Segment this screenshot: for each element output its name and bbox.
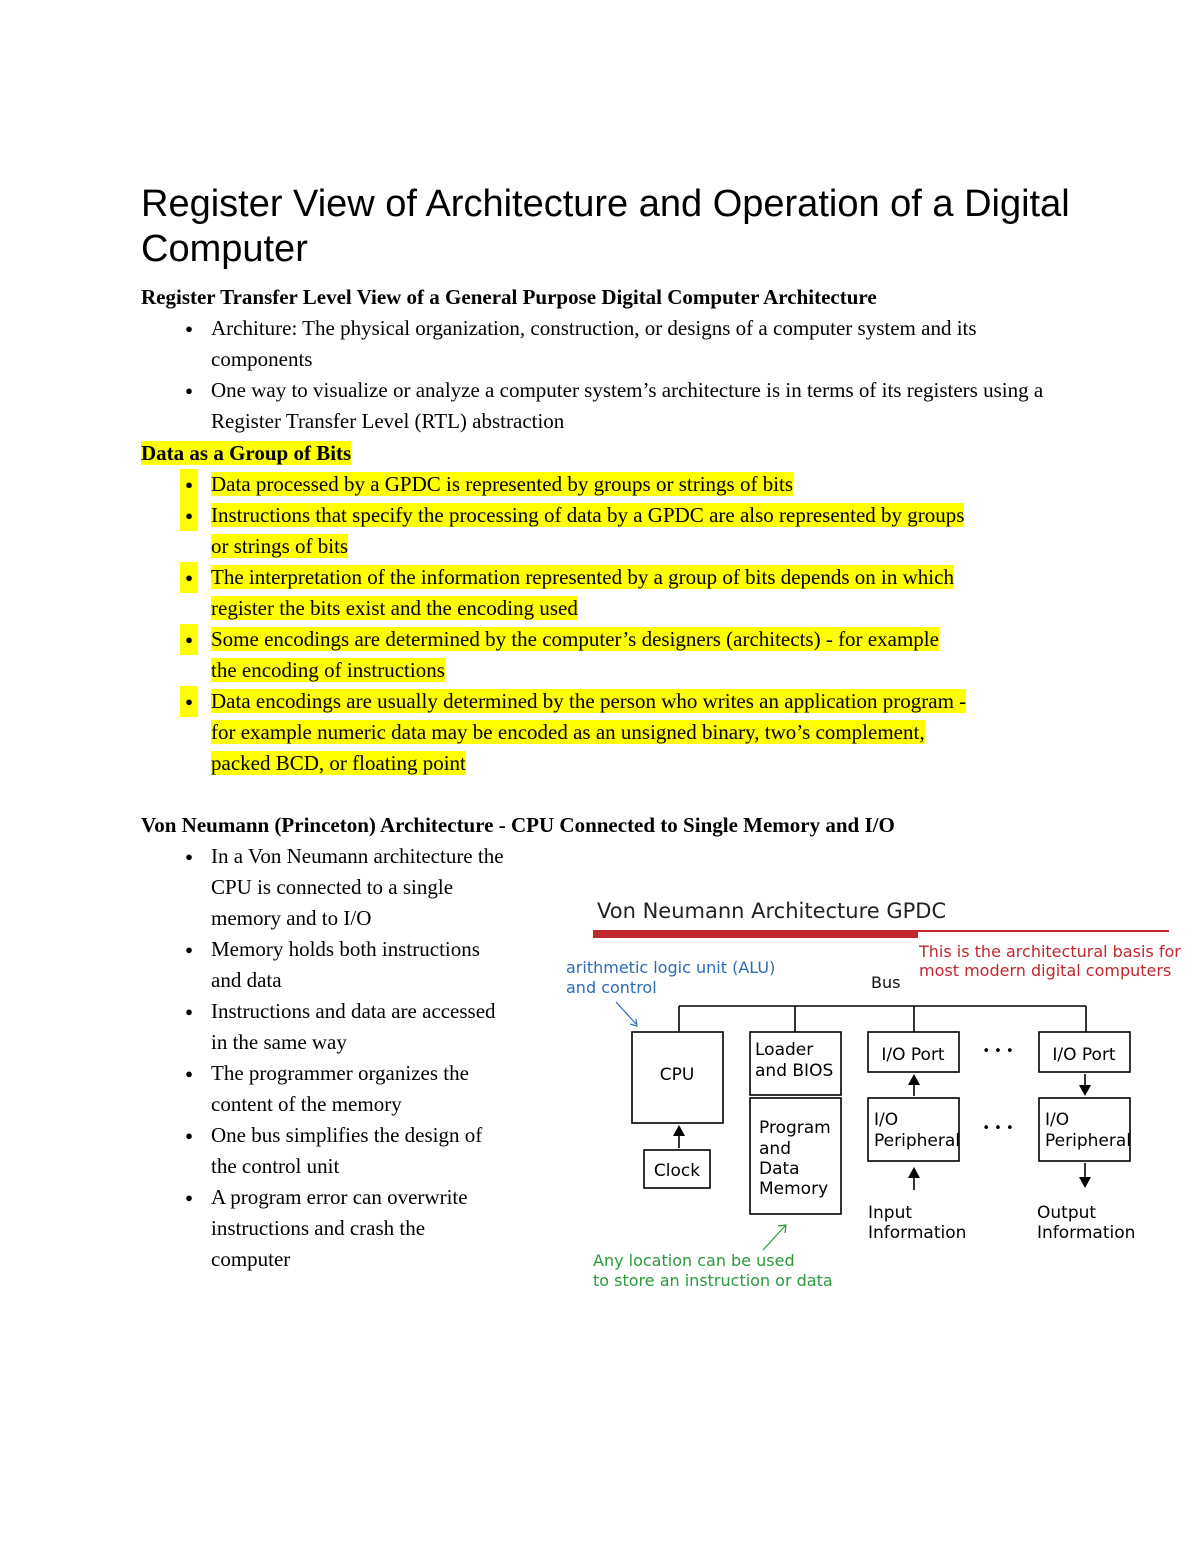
- memory-label-line-4: Memory: [759, 1179, 829, 1199]
- ellipsis-bottom: • • •: [982, 1121, 1014, 1136]
- list-item-text: Architure: The physical organization, construction, or designs of a computer system and its components: [211, 316, 977, 371]
- memory-label-line-1: Program: [759, 1118, 831, 1138]
- bullet-icon: ●: [180, 500, 198, 531]
- diagram-title: Von Neumann Architecture GPDC: [597, 899, 947, 923]
- bullet-icon: ●: [185, 1190, 193, 1205]
- note-blue-line-1: arithmetic logic unit (ALU): [566, 958, 776, 977]
- highlighted-line: Data encodings are usually determined by the person who writes an application program -: [211, 689, 967, 713]
- line-text: the control unit: [211, 1154, 340, 1178]
- highlighted-line: Data processed by a GPDC is represented by groups or strings of bits: [211, 472, 794, 496]
- output-peripheral-label-line-1: I/O: [1045, 1110, 1070, 1130]
- list-item: [0, 313, 1060, 375]
- highlighted-line: packed BCD, or floating point: [211, 751, 466, 775]
- section-heading-rtl-view: Register Transfer Level View of a General Purpose Digital Computer Architecture: [141, 285, 877, 309]
- list-item: [0, 562, 1070, 624]
- line-text: computer: [211, 1247, 291, 1271]
- line-text: In a Von Neumann architecture the: [211, 844, 504, 868]
- clock-arrow-icon: [673, 1125, 685, 1136]
- input-peripheral-label-line-1: I/O: [874, 1110, 899, 1130]
- list-item-text: [211, 841, 560, 934]
- output-peripheral-label-line-2: Peripheral: [1045, 1131, 1131, 1151]
- list-item-text: [211, 500, 1070, 562]
- output-io-port-label: I/O Port: [1052, 1045, 1116, 1065]
- system-bus: [679, 1006, 1086, 1032]
- note-red-line-2: most modern digital computers: [919, 961, 1172, 980]
- highlighted-heading-text: Data as a Group of Bits: [141, 441, 352, 465]
- bullet-icon: ●: [185, 321, 193, 336]
- data-bits-bullet-list: [0, 469, 1070, 779]
- list-item-text: [211, 562, 1070, 624]
- list-item: [0, 996, 560, 1058]
- list-item-text: [211, 934, 560, 996]
- section-heading-data-bits: [141, 438, 351, 469]
- alu-pointer-arrow-icon: [630, 1019, 637, 1026]
- von-neumann-diagram: [560, 880, 1200, 1300]
- loader-label-line-2: and BIOS: [755, 1061, 834, 1081]
- page-title: Register View of Architecture and Operation of a Digital Computer: [141, 183, 1070, 270]
- line-text: The programmer organizes the: [211, 1061, 469, 1085]
- highlighted-line: for example numeric data may be encoded as an unsigned binary, two’s complement,: [211, 720, 925, 744]
- list-item: [0, 469, 1070, 500]
- note-red-line-1: This is the architectural basis for: [919, 942, 1181, 961]
- loader-label-line-1: Loader: [755, 1040, 814, 1060]
- alu-pointer-line: [616, 1002, 636, 1024]
- bullet-icon: ●: [180, 624, 198, 655]
- input-io-port-label: I/O Port: [881, 1045, 945, 1065]
- list-item: [0, 500, 1070, 562]
- line-text: and data: [211, 968, 282, 992]
- note-green-line-1: Any location can be used: [593, 1251, 795, 1270]
- bullet-icon: ●: [185, 1004, 193, 1019]
- rtl-bullet-list: [0, 313, 1060, 437]
- note-green-line-2: to store an instruction or data: [593, 1271, 833, 1290]
- ellipsis-top: • • •: [982, 1044, 1014, 1059]
- output-info-line-1: Output: [1037, 1203, 1097, 1223]
- list-item: [0, 1182, 560, 1275]
- highlighted-line: The interpretation of the information represented by a group of bits depends on in which: [211, 565, 954, 589]
- output-info-line-2: Information: [1037, 1223, 1136, 1243]
- highlighted-line: or strings of bits: [211, 534, 349, 558]
- section-heading-von-neumann: Von Neumann (Princeton) Architecture - CPU Connected to Single Memory and I/O: [141, 813, 895, 837]
- memory-label-line-2: and: [759, 1139, 791, 1159]
- list-item-text: [211, 996, 560, 1058]
- output-info-arrow-icon: [1079, 1177, 1091, 1188]
- highlighted-line: Instructions that specify the processing of data by a GPDC are also represented by groups: [211, 503, 965, 527]
- list-item-text: [211, 469, 1070, 500]
- bullet-icon: ●: [180, 686, 198, 717]
- output-down-arrow-icon: [1079, 1085, 1091, 1096]
- list-item: [0, 624, 1070, 686]
- bullet-icon: ●: [185, 942, 193, 957]
- line-text: CPU is connected to a single: [211, 875, 454, 899]
- memory-label-line-3: Data: [759, 1159, 800, 1179]
- highlighted-line: Some encodings are determined by the computer’s designers (architects) - for example: [211, 627, 939, 651]
- list-item-text: [211, 624, 1070, 686]
- list-item: [0, 1058, 560, 1120]
- input-info-arrow-icon: [908, 1167, 920, 1178]
- memory-pointer-line: [763, 1226, 785, 1250]
- input-peripheral-label-line-2: Peripheral: [874, 1131, 960, 1151]
- highlighted-line: register the bits exist and the encoding used: [211, 596, 578, 620]
- input-info-line-2: Information: [868, 1223, 967, 1243]
- list-item-text: [211, 1182, 560, 1275]
- clock-label: Clock: [653, 1161, 701, 1181]
- bullet-icon: ●: [180, 562, 198, 593]
- bus-label: Bus: [871, 973, 901, 992]
- list-item-text: One way to visualize or analyze a computer system’s architecture is in terms of its registers using a Register Transfer Level (RTL) abstraction: [211, 378, 1044, 433]
- list-item-text: [211, 686, 1070, 779]
- line-text: in the same way: [211, 1030, 347, 1054]
- bullet-icon: ●: [180, 469, 198, 500]
- list-item: [0, 841, 560, 934]
- bullet-icon: ●: [185, 849, 193, 864]
- input-up-arrow-icon: [908, 1074, 920, 1085]
- bullet-icon: ●: [185, 383, 193, 398]
- line-text: content of the memory: [211, 1092, 402, 1116]
- bullet-icon: ●: [185, 1128, 193, 1143]
- line-text: Instructions and data are accessed: [211, 999, 496, 1023]
- bullet-icon: ●: [185, 1066, 193, 1081]
- line-text: Memory holds both instructions: [211, 937, 480, 961]
- list-item: [0, 1120, 560, 1182]
- list-item: [0, 375, 1060, 437]
- line-text: One bus simplifies the design of: [211, 1123, 483, 1147]
- cpu-label: CPU: [659, 1065, 695, 1085]
- list-item-text: [211, 1120, 560, 1182]
- list-item-text: [211, 1058, 560, 1120]
- note-blue-line-2: and control: [566, 978, 657, 997]
- list-item: [0, 686, 1070, 779]
- line-text: memory and to I/O: [211, 906, 372, 930]
- line-text: A program error can overwrite: [211, 1185, 468, 1209]
- list-item: [0, 934, 560, 996]
- highlighted-line: the encoding of instructions: [211, 658, 445, 682]
- input-info-line-1: Input: [868, 1203, 913, 1223]
- von-neumann-bullet-list: [0, 841, 560, 1275]
- line-text: instructions and crash the: [211, 1216, 426, 1240]
